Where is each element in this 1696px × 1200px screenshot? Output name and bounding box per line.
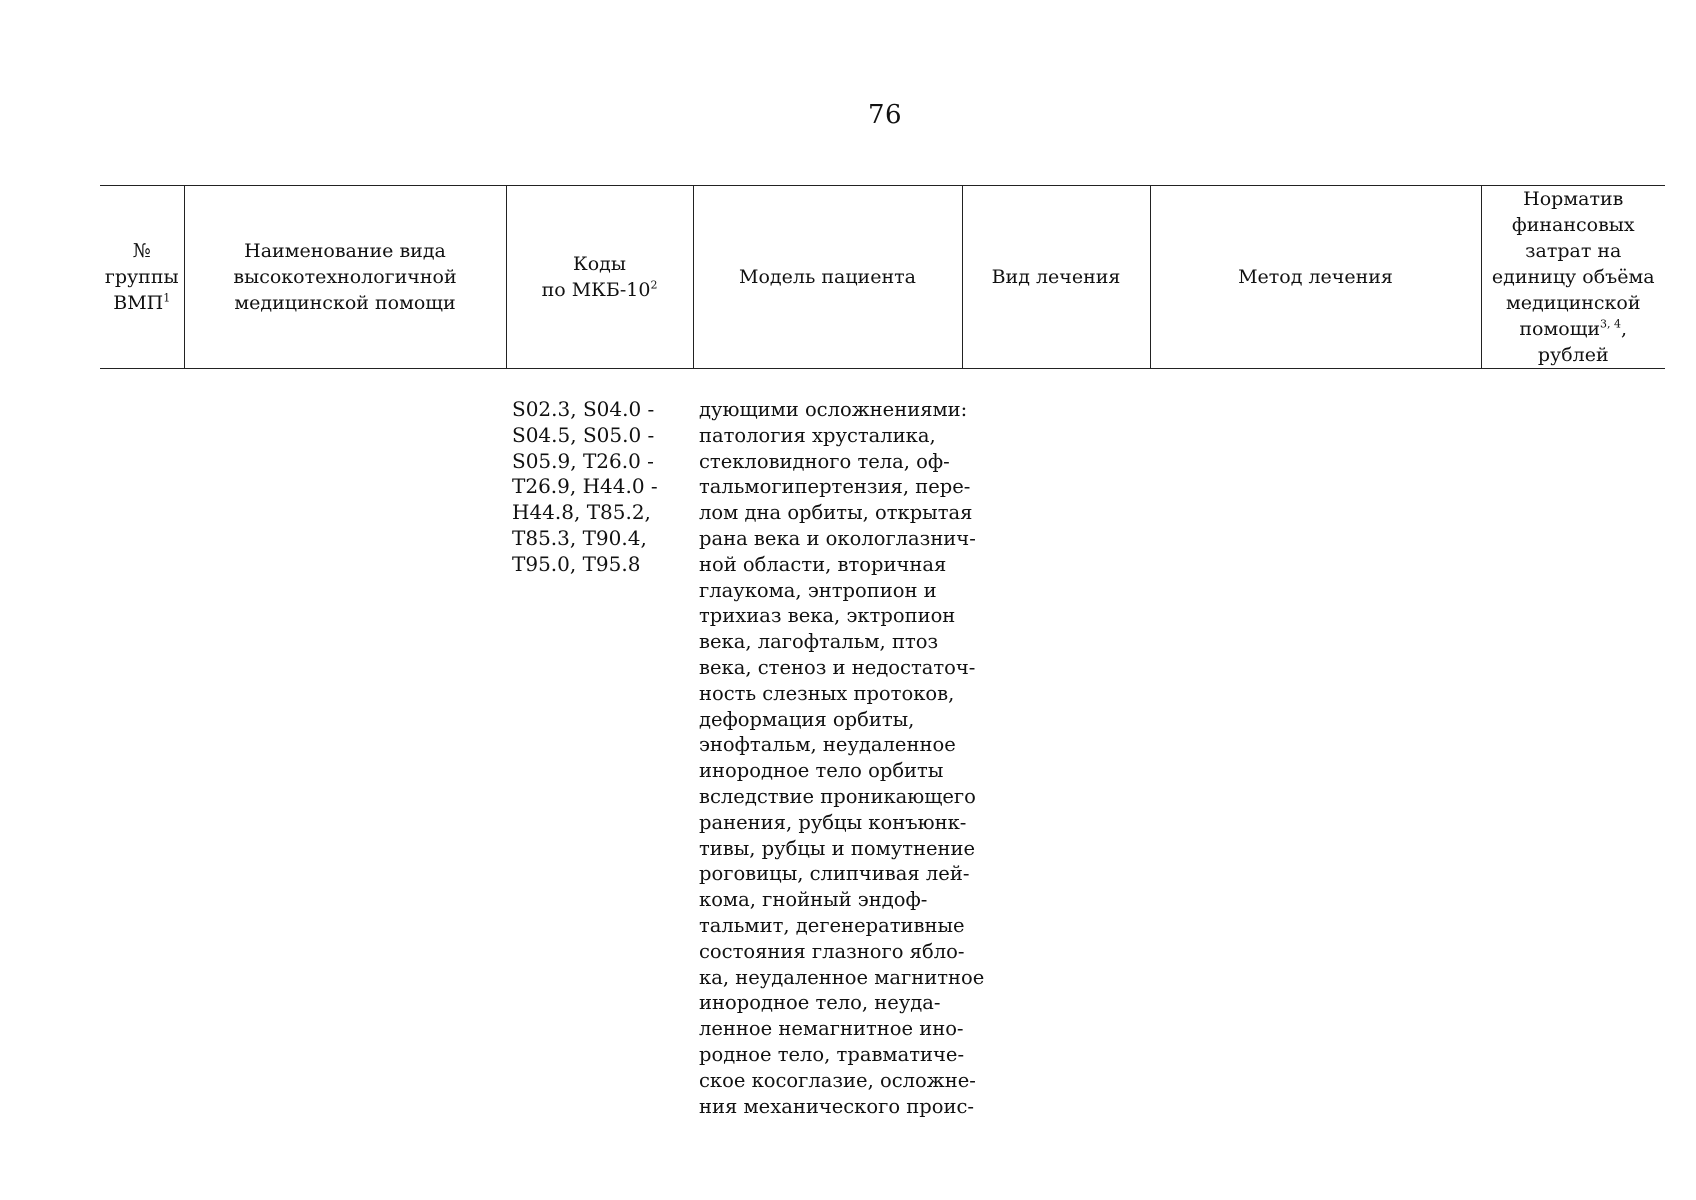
patient-model-line: роговицы, слипчивая лей- bbox=[699, 862, 970, 886]
patient-model-line: энофтальм, неудаленное bbox=[699, 733, 956, 757]
footnote-1-mark: 1 bbox=[163, 291, 171, 305]
patient-model-line: ранения, рубцы конъюнк- bbox=[699, 810, 967, 834]
patient-model-line: лом дна орбиты, открытая bbox=[699, 501, 973, 525]
icd-codes-list bbox=[512, 397, 687, 578]
icd-code-line: H44.8, T85.2, bbox=[512, 500, 651, 525]
icd-code-line: S04.5, S05.0 - bbox=[512, 422, 655, 447]
patient-model-line: трихиаз века, эктропион bbox=[699, 604, 956, 628]
cell-icd-codes bbox=[506, 369, 693, 1120]
footnote-3-4-mark: 3, 4 bbox=[1600, 317, 1622, 331]
header-treatment-method-text: Метод лечения bbox=[1238, 266, 1393, 288]
page-number: 76 bbox=[867, 100, 903, 130]
header-icd-codes-line2: по МКБ-10 bbox=[541, 279, 651, 301]
patient-model-line: вследствие проникающего bbox=[699, 784, 976, 808]
cell-patient-model bbox=[693, 369, 985, 1120]
icd-code-line: T26.9, H44.0 - bbox=[512, 474, 658, 499]
header-treatment-method bbox=[1150, 186, 1481, 369]
icd-code-line: T85.3, T90.4, bbox=[512, 525, 647, 550]
patient-model-line: ность слезных протоков, bbox=[699, 681, 955, 705]
header-patient-model-text: Модель пациента bbox=[739, 266, 916, 288]
header-row bbox=[100, 186, 1665, 369]
header-treatment-type-text: Вид лечения bbox=[991, 266, 1121, 288]
patient-model-line: родное тело, травматиче- bbox=[699, 1042, 965, 1066]
patient-model-line: века, стеноз и недостаточ- bbox=[699, 655, 976, 679]
patient-model-line: глаукома, энтропион и bbox=[699, 578, 937, 602]
cell-group-number bbox=[100, 369, 184, 1120]
patient-model-line: рана века и окологлазнич- bbox=[699, 526, 976, 550]
patient-model-line: ское косоглазие, осложне- bbox=[699, 1068, 976, 1092]
header-treatment-type bbox=[962, 186, 1150, 369]
header-care-type-name bbox=[184, 186, 506, 369]
header-group-number-line2: группы bbox=[104, 266, 179, 288]
vmp-table bbox=[100, 185, 1665, 1119]
header-cost-standard-block bbox=[1488, 186, 1658, 368]
patient-model-line: инородное тело орбиты bbox=[699, 759, 944, 783]
patient-model-line: века, лагофтальм, птоз bbox=[699, 630, 939, 654]
icd-code-line: S02.3, S04.0 - bbox=[512, 397, 655, 421]
header-cost-standard bbox=[1481, 186, 1665, 369]
patient-model-line: тальмогипертензия, пере- bbox=[699, 475, 971, 499]
patient-model-line: ной области, вторичная bbox=[699, 552, 947, 576]
header-cost-standard-text: Норматив финансовых затрат на единицу объёма медицинской помощи bbox=[1491, 188, 1655, 340]
header-icd-codes-line1: Коды bbox=[573, 253, 626, 275]
header-cost-standard-tail: , рублей bbox=[1537, 318, 1628, 366]
vmp-table-container bbox=[100, 185, 1665, 1119]
header-icd-codes bbox=[506, 186, 693, 369]
patient-model-line: патология хрусталика, bbox=[699, 423, 936, 447]
icd-code-line: S05.9, T26.0 - bbox=[512, 448, 654, 473]
header-group-number bbox=[100, 186, 184, 369]
header-care-type-name-text: Наименование вида высокотехнологичной медицинской помощи bbox=[233, 240, 457, 314]
patient-model-line: деформация орбиты, bbox=[699, 707, 915, 731]
patient-model-line: стекловидного тела, оф- bbox=[699, 449, 950, 473]
icd-code-line: T95.0, T95.8 bbox=[512, 551, 641, 576]
patient-model-line: ния механического проис- bbox=[699, 1094, 974, 1118]
header-patient-model bbox=[693, 186, 962, 369]
cell-treatment-method bbox=[1150, 369, 1481, 1120]
patient-model-line: ленное немагнитное ино- bbox=[699, 1017, 964, 1041]
patient-model-line: кома, гнойный эндоф- bbox=[699, 888, 928, 912]
patient-model-line: тальмит, дегенеративные bbox=[699, 913, 965, 937]
patient-model-line: дующими осложнениями: bbox=[699, 398, 968, 421]
patient-model-line: инородное тело, неуда- bbox=[699, 991, 941, 1015]
header-group-number-line3: ВМП bbox=[113, 292, 164, 314]
header-group-number-line1: № bbox=[132, 240, 151, 262]
patient-model-line: состояния глазного ябло- bbox=[699, 939, 965, 963]
patient-model-text bbox=[699, 397, 985, 1119]
patient-model-line: тивы, рубцы и помутнение bbox=[699, 836, 976, 860]
cell-treatment-type bbox=[962, 369, 1150, 1120]
cell-cost-standard bbox=[1481, 369, 1665, 1120]
footnote-2-mark: 2 bbox=[650, 278, 658, 292]
patient-model-line: ка, неудаленное магнитное bbox=[699, 965, 985, 989]
cell-care-type-name bbox=[184, 369, 506, 1120]
table-row bbox=[100, 369, 1665, 1120]
